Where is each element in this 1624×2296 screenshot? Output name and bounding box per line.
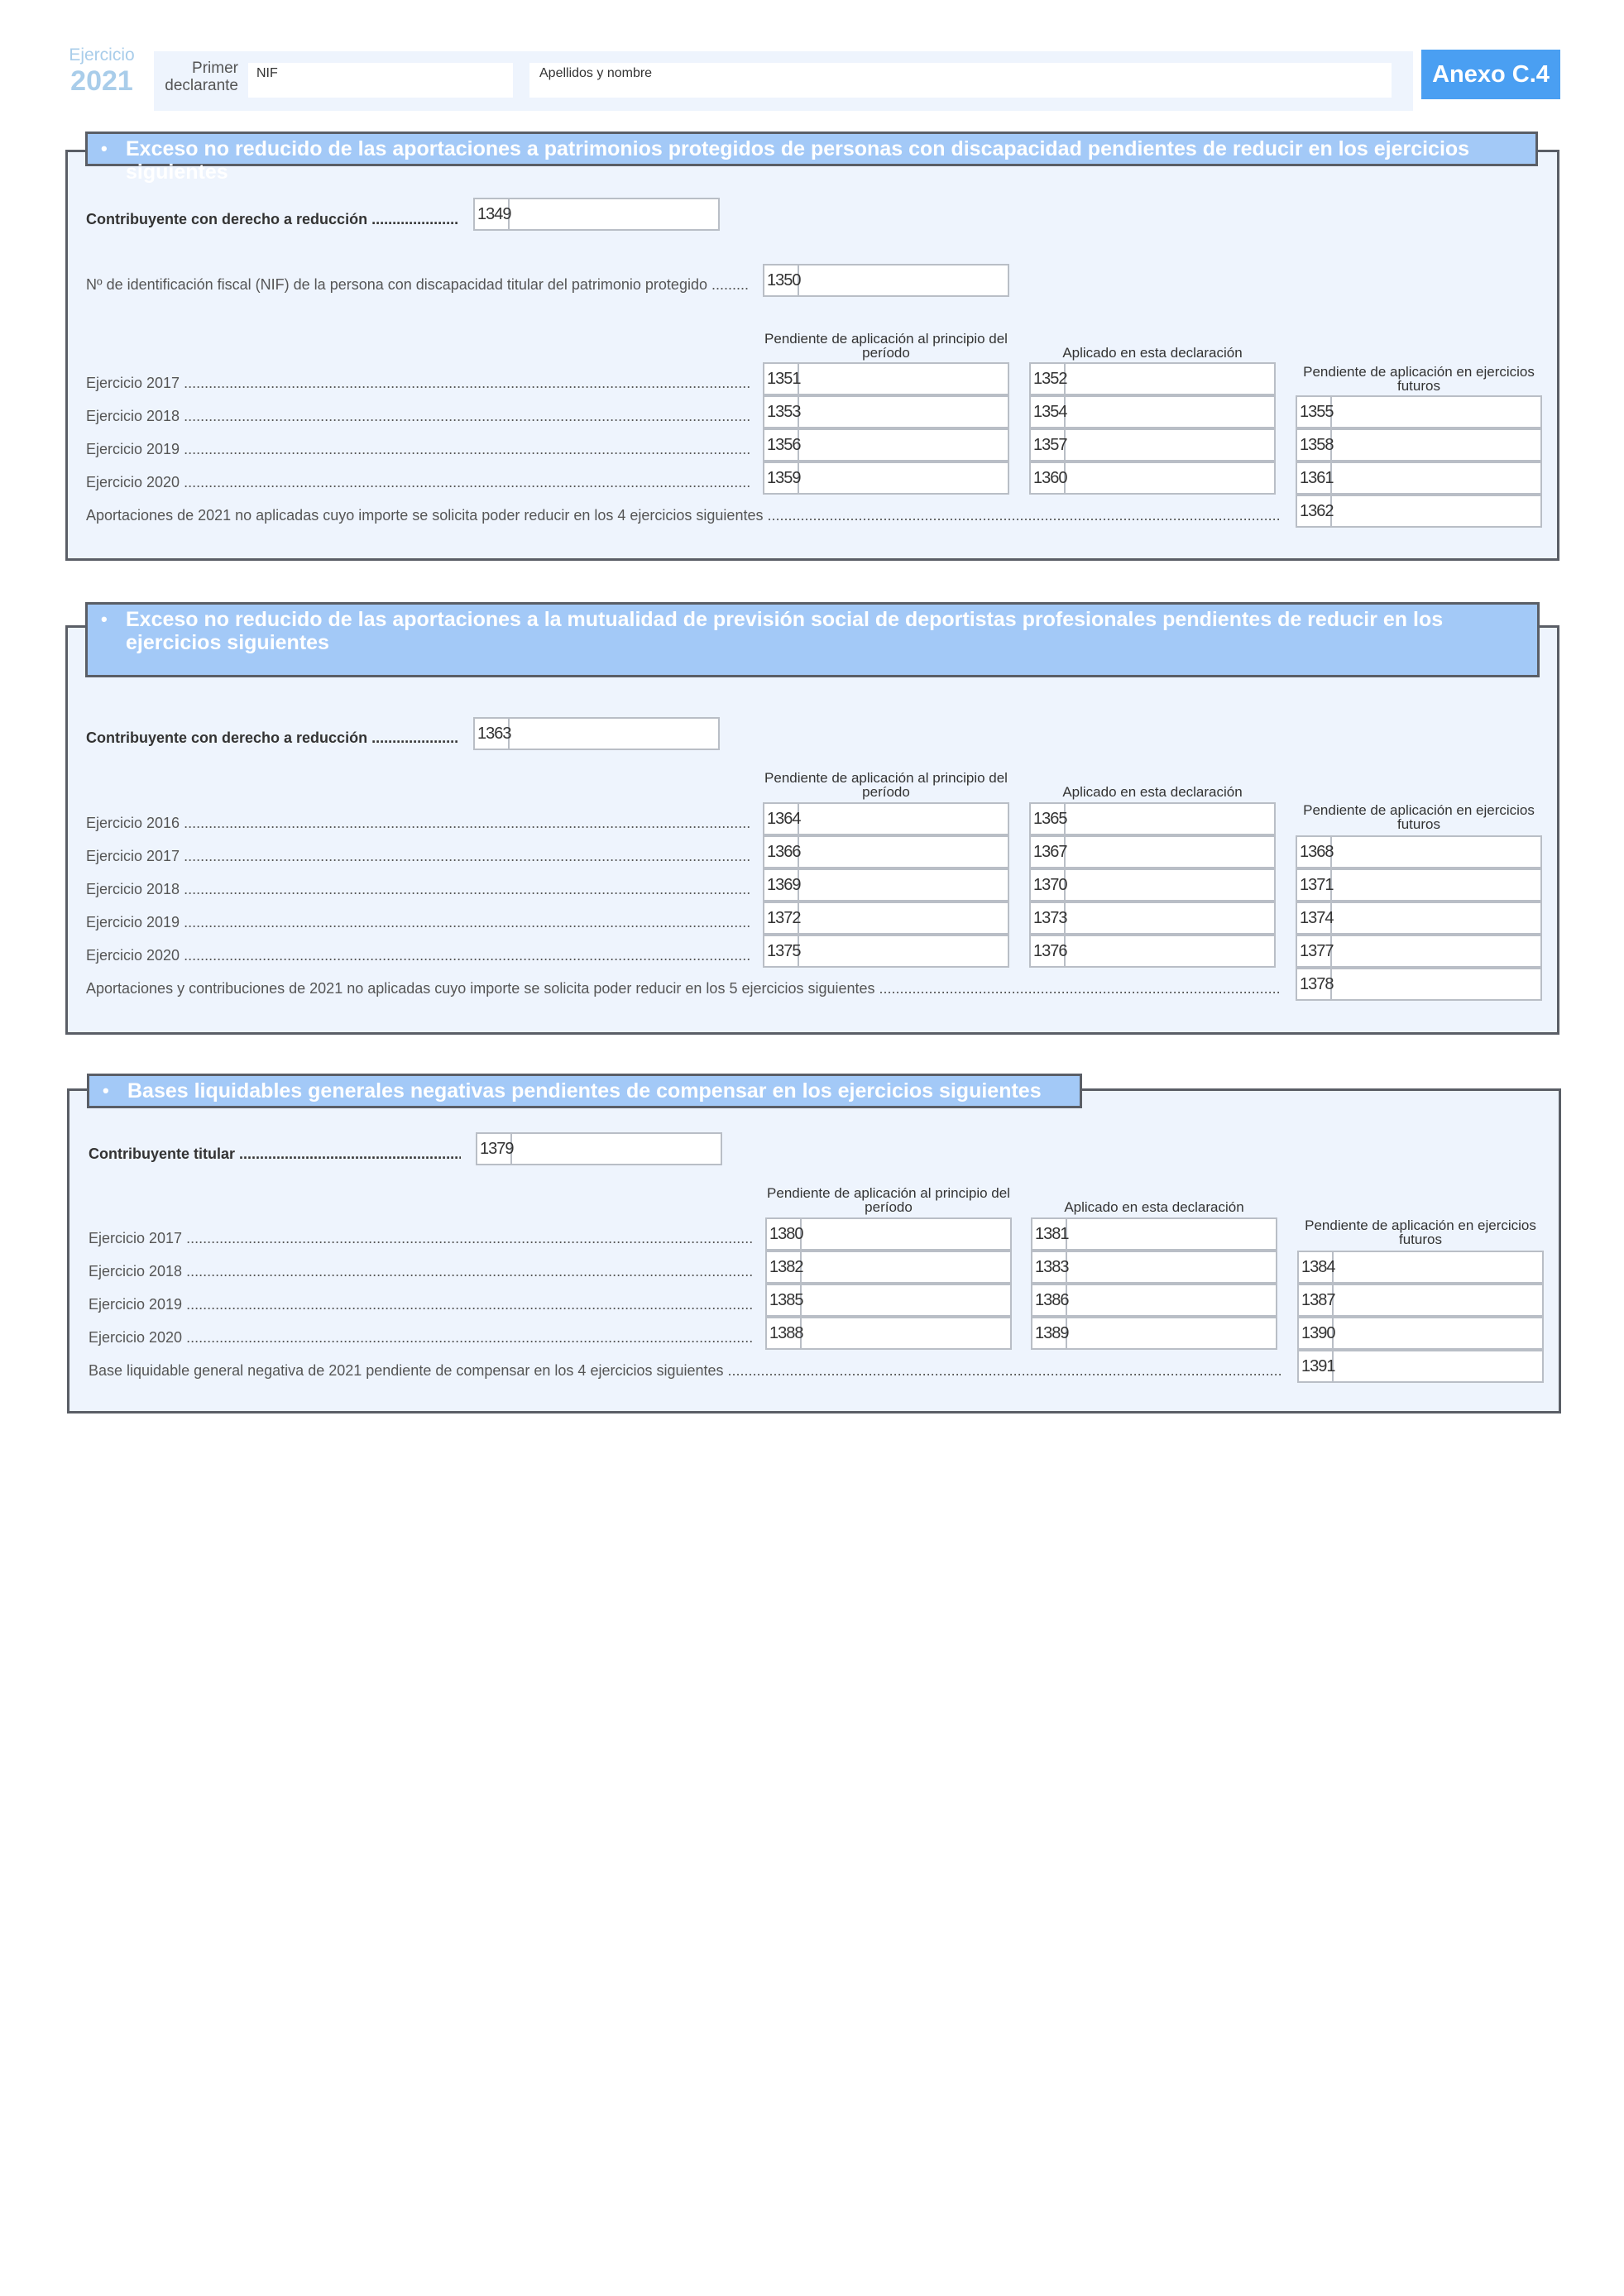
box-code: 1383 <box>1032 1252 1067 1282</box>
amount-field[interactable] <box>1029 835 1276 868</box>
box-code: 1371 <box>1297 870 1332 900</box>
row-label: Ejercicio 2018 ..... <box>86 881 750 897</box>
amount-field[interactable] <box>1296 868 1542 902</box>
amount-field[interactable] <box>763 802 1009 835</box>
box-code: 1382 <box>767 1252 802 1282</box>
box-code: 1391 <box>1299 1351 1334 1381</box>
ejercicio-year: 2021 <box>70 65 133 97</box>
box-code: 1384 <box>1299 1252 1334 1282</box>
col-header-pendiente-futuros: Pendiente de aplicación en ejercicios futuros <box>1303 364 1535 394</box>
row-label: Ejercicio 2019 ..... <box>86 914 750 930</box>
amount-field[interactable] <box>1029 868 1276 902</box>
amount-field[interactable] <box>1296 495 1542 528</box>
box-code: 1373 <box>1031 903 1066 933</box>
box-code: 1364 <box>764 804 799 834</box>
amount-field[interactable] <box>763 362 1009 395</box>
amount-field[interactable] <box>1296 935 1542 968</box>
box-code: 1349 <box>475 199 510 229</box>
box-code: 1350 <box>764 265 799 295</box>
amount-field[interactable] <box>1029 802 1276 835</box>
amount-field[interactable] <box>1296 835 1542 868</box>
bullet-icon: • <box>101 138 108 159</box>
row-label: Ejercicio 2020 ..... <box>89 1329 752 1346</box>
amount-field[interactable] <box>1297 1251 1544 1284</box>
box-code: 1388 <box>767 1318 802 1348</box>
amount-field[interactable] <box>1297 1284 1544 1317</box>
box-code: 1354 <box>1031 397 1066 427</box>
amount-field[interactable] <box>1031 1284 1277 1317</box>
amount-field[interactable] <box>763 428 1009 462</box>
row-label: Ejercicio 2020 ..... <box>86 474 750 490</box>
final-row-label: Aportaciones de 2021 no aplicadas cuyo importe se solicita poder reducir en los 4 ejercicios siguientes ..... <box>86 507 1281 524</box>
row-label: Ejercicio 2018 ..... <box>86 408 750 424</box>
box-code: 1372 <box>764 903 799 933</box>
col-header-pendiente-principio: Pendiente de aplicación al principio del período <box>764 770 1008 800</box>
col-header-pendiente-principio: Pendiente de aplicación al principio del período <box>764 331 1008 361</box>
box-code: 1368 <box>1297 837 1332 867</box>
amount-field[interactable] <box>1029 395 1276 428</box>
row-label: Ejercicio 2017 ..... <box>86 848 750 864</box>
contribuyente-field[interactable] <box>476 1132 722 1165</box>
amount-field[interactable] <box>1296 902 1542 935</box>
box-code: 1370 <box>1031 870 1066 900</box>
contribuyente-field[interactable] <box>473 198 720 231</box>
nif-patrimonio-label: Nº de identificación fiscal (NIF) de la persona con discapacidad titular del patrimonio protegido ..... <box>86 276 748 293</box>
primer-declarante-label: Primer declarante <box>165 60 238 94</box>
box-code: 1362 <box>1297 496 1332 526</box>
row-label: Ejercicio 2018 ..... <box>89 1263 752 1280</box>
amount-field[interactable] <box>765 1251 1012 1284</box>
box-code: 1377 <box>1297 936 1332 966</box>
box-code: 1387 <box>1299 1285 1334 1315</box>
contribuyente-label: Contribuyente con derecho a reducción ..... <box>86 729 458 746</box>
amount-field[interactable] <box>763 395 1009 428</box>
row-label: Ejercicio 2019 ..... <box>89 1296 752 1313</box>
amount-field[interactable] <box>1296 395 1542 428</box>
box-code: 1378 <box>1297 969 1332 999</box>
col-header-aplicado: Aplicado en esta declaración <box>1062 784 1243 800</box>
box-code: 1375 <box>764 936 799 966</box>
amount-field[interactable] <box>1029 362 1276 395</box>
final-row-label: Aportaciones y contribuciones de 2021 no aplicadas cuyo importe se solicita poder reducir en los 5 ejercicios siguientes ..... <box>86 980 1281 997</box>
box-code: 1390 <box>1299 1318 1334 1348</box>
amount-field[interactable] <box>1296 968 1542 1001</box>
box-code: 1351 <box>764 364 799 394</box>
row-label: Ejercicio 2016 ..... <box>86 815 750 831</box>
nif-field[interactable]: NIF <box>248 63 513 98</box>
box-code: 1366 <box>764 837 799 867</box>
box-code: 1381 <box>1032 1219 1067 1249</box>
section-2-title: • Exceso no reducido de las aportaciones a la mutualidad de previsión social de deportistas profesionales pendientes de reducir en los ejercicios siguientes <box>85 602 1540 677</box>
row-label: Ejercicio 2017 ..... <box>89 1230 752 1246</box>
box-code: 1374 <box>1297 903 1332 933</box>
row-label: Ejercicio 2017 ..... <box>86 375 750 391</box>
bullet-icon: • <box>103 1080 109 1101</box>
amount-field[interactable] <box>763 935 1009 968</box>
amount-field[interactable] <box>1029 902 1276 935</box>
ejercicio-label: Ejercicio <box>69 45 135 65</box>
anexo-badge: Anexo C.4 <box>1421 50 1560 99</box>
box-code: 1352 <box>1031 364 1066 394</box>
box-code: 1365 <box>1031 804 1066 834</box>
amount-field[interactable] <box>1296 428 1542 462</box>
row-label: Ejercicio 2020 ..... <box>86 947 750 964</box>
nif-patrimonio-field[interactable] <box>763 264 1009 297</box>
amount-field[interactable] <box>765 1284 1012 1317</box>
amount-field[interactable] <box>763 462 1009 495</box>
box-code: 1360 <box>1031 463 1066 493</box>
box-code: 1357 <box>1031 430 1066 460</box>
col-header-pendiente-principio: Pendiente de aplicación al principio del período <box>767 1185 1010 1215</box>
bullet-icon: • <box>101 609 108 629</box>
amount-field[interactable] <box>1031 1217 1277 1251</box>
amount-field[interactable] <box>1031 1317 1277 1350</box>
section-1-title: • Exceso no reducido de las aportaciones a patrimonios protegidos de personas con discapacidad pendientes de reducir en los ejercicios siguientes <box>85 132 1538 166</box>
contribuyente-label: Contribuyente con derecho a reducción ..... <box>86 211 458 227</box>
amount-field[interactable] <box>1029 428 1276 462</box>
box-code: 1385 <box>767 1285 802 1315</box>
amount-field[interactable] <box>763 902 1009 935</box>
box-code: 1367 <box>1031 837 1066 867</box>
col-header-pendiente-futuros: Pendiente de aplicación en ejercicios futuros <box>1303 802 1535 832</box>
box-code: 1359 <box>764 463 799 493</box>
box-code: 1380 <box>767 1219 802 1249</box>
col-header-pendiente-futuros: Pendiente de aplicación en ejercicios futuros <box>1305 1217 1536 1247</box>
box-code: 1363 <box>475 719 510 749</box>
col-header-aplicado: Aplicado en esta declaración <box>1064 1199 1244 1215</box>
box-code: 1369 <box>764 870 799 900</box>
box-code: 1361 <box>1297 463 1332 493</box>
contribuyente-label: Contribuyente titular ..... <box>89 1146 461 1162</box>
amount-field[interactable] <box>1029 935 1276 968</box>
row-label: Ejercicio 2019 ..... <box>86 441 750 457</box>
box-code: 1376 <box>1031 936 1066 966</box>
section-3-title: • Bases liquidables generales negativas pendientes de compensar en los ejercicios siguientes <box>87 1074 1082 1108</box>
amount-field[interactable] <box>763 835 1009 868</box>
box-code: 1358 <box>1297 430 1332 460</box>
amount-field[interactable] <box>763 868 1009 902</box>
col-header-aplicado: Aplicado en esta declaración <box>1062 345 1243 361</box>
apellidos-field[interactable]: Apellidos y nombre <box>529 63 1392 98</box>
box-code: 1386 <box>1032 1285 1067 1315</box>
box-code: 1353 <box>764 397 799 427</box>
amount-field[interactable] <box>1029 462 1276 495</box>
amount-field[interactable] <box>765 1217 1012 1251</box>
amount-field[interactable] <box>765 1317 1012 1350</box>
box-code: 1379 <box>477 1134 512 1164</box>
amount-field[interactable] <box>1296 462 1542 495</box>
contribuyente-field[interactable] <box>473 717 720 750</box>
amount-field[interactable] <box>1297 1350 1544 1383</box>
amount-field[interactable] <box>1031 1251 1277 1284</box>
box-code: 1355 <box>1297 397 1332 427</box>
box-code: 1356 <box>764 430 799 460</box>
box-code: 1389 <box>1032 1318 1067 1348</box>
amount-field[interactable] <box>1297 1317 1544 1350</box>
final-row-label: Base liquidable general negativa de 2021 pendiente de compensar en los 4 ejercicios siguientes ..... <box>89 1362 1283 1379</box>
